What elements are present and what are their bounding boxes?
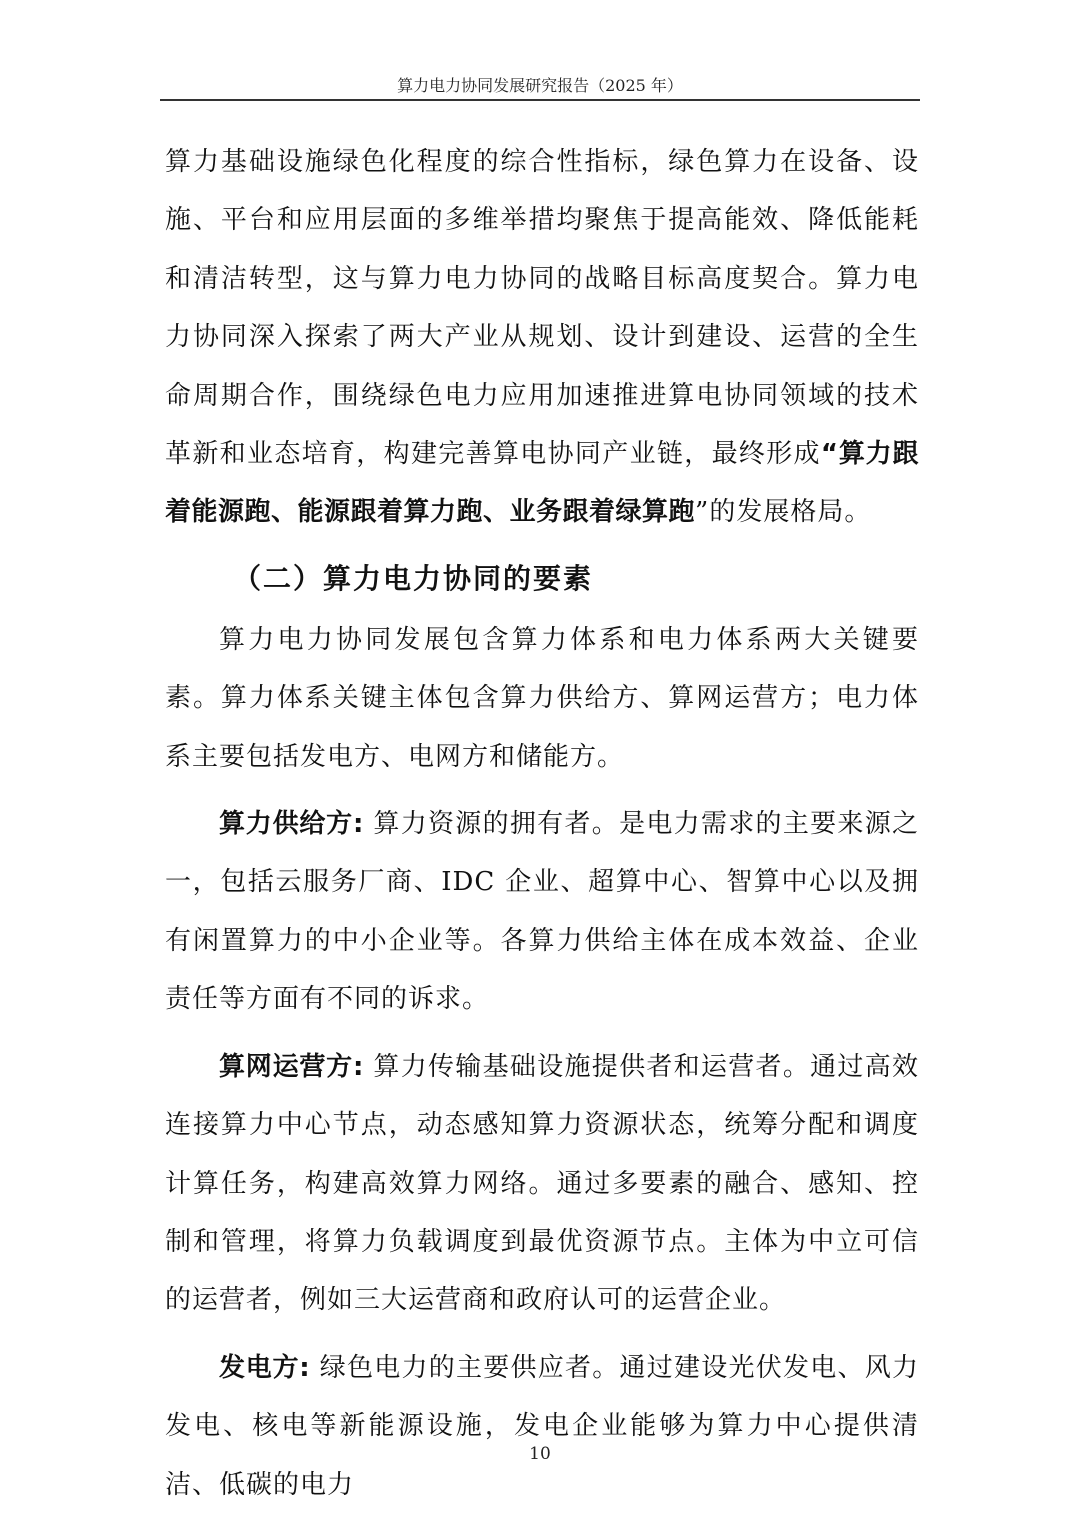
- page-number: 10: [529, 1444, 551, 1464]
- term-colon: :: [299, 1352, 311, 1383]
- emphasis-phrase: 算力跟着能源跑、能源跟着算力跑、业务跟着绿算跑: [165, 439, 919, 528]
- header-divider: [160, 99, 920, 101]
- term-label: 算力供给方: [219, 809, 353, 840]
- open-quote: “: [820, 439, 839, 470]
- term-label: 算网运营方: [219, 1051, 353, 1082]
- term-colon: :: [352, 809, 364, 840]
- paragraph-compute-supplier: [165, 795, 919, 1029]
- paragraph-text: 算力基础设施绿色化程度的综合性指标，绿色算力在设备、设施、平台和应用层面的多维举措均聚焦于提高能效、降低能耗和清洁转型，这与算力电力协同的战略目标高度契合。算力电力协同深入探索了两大产业从规划、设计到建设、运营的全生命周期合作，围绕绿色电力应用加速推进算电协同领域的技术革新和业态培育，构建完善算电协同产业链，最终形成: [165, 147, 919, 470]
- paragraph-tail: 的发展格局。: [709, 497, 872, 528]
- paragraph-elements-overview: [165, 611, 919, 786]
- paragraph-green-computing: [165, 133, 919, 542]
- close-quote: ”: [695, 497, 710, 528]
- paragraph-text: 算力电力协同发展包含算力体系和电力体系两大关键要素。算力体系关键主体包含算力供给方、算网运营方；电力体系主要包括发电方、电网方和储能方。: [165, 624, 919, 772]
- document-body: [165, 133, 919, 1514]
- paragraph-text: 绿色电力的主要供应者。通过建设光伏发电、风力发电、核电等新能源设施，发电企业能够为算力中心提供清洁、低碳的电力: [165, 1352, 919, 1500]
- paragraph-text: 算力传输基础设施提供者和运营者。通过高效连接算力中心节点，动态感知算力资源状态，统筹分配和调度计算任务，构建高效算力网络。通过多要素的融合、感知、控制和管理，将算力负载调度到最优资源节点。主体为中立可信的运营者，例如三大运营商和政府认可的运营企业。: [165, 1051, 919, 1316]
- running-header: 算力电力协同发展研究报告（2025 年）: [397, 76, 683, 95]
- paragraph-network-operator: [165, 1038, 919, 1330]
- paragraph-text: 算力资源的拥有者。是电力需求的主要来源之一，包括云服务厂商、IDC 企业、超算中心、智算中心以及拥有闲置算力的中小企业等。各算力供给主体在成本效益、企业责任等方面有不同的诉求。: [165, 809, 919, 1015]
- term-colon: :: [352, 1051, 364, 1082]
- paragraph-power-generator: [165, 1339, 919, 1514]
- term-label: 发电方: [219, 1352, 300, 1383]
- section-heading: （二）算力电力协同的要素: [233, 561, 594, 595]
